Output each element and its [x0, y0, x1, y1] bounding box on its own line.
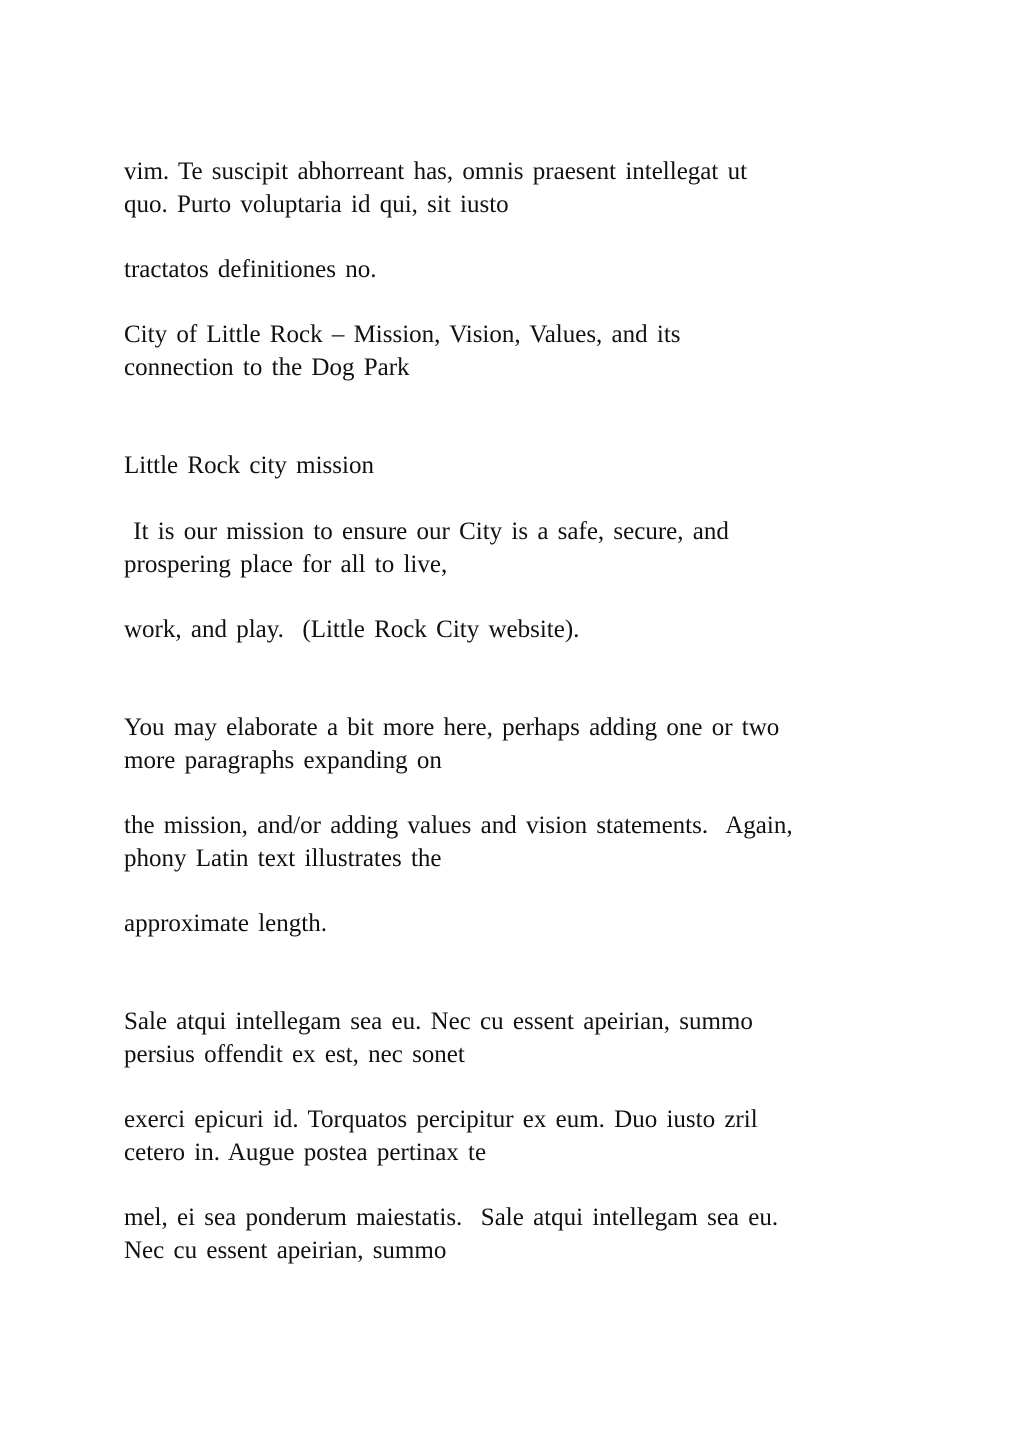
- text-line: It is our mission to ensure our City is a safe, secure, and: [124, 518, 729, 545]
- section-heading: City of Little Rock – Mission, Vision, Values, and its: [124, 321, 681, 348]
- section-heading: connection to the Dog Park: [124, 354, 410, 381]
- text-line: mel, ei sea ponderum maiestatis. Sale atqui intellegam sea eu.: [124, 1204, 779, 1231]
- text-line: approximate length.: [124, 910, 327, 937]
- text-line: quo. Purto voluptaria id qui, sit iusto: [124, 191, 509, 218]
- text-line: persius offendit ex est, nec sonet: [124, 1041, 465, 1068]
- text-line: prospering place for all to live,: [124, 551, 448, 578]
- text-line: Nec cu essent apeirian, summo: [124, 1237, 447, 1264]
- subheading: Little Rock city mission: [124, 452, 374, 479]
- text-line: vim. Te suscipit abhorreant has, omnis praesent intellegat ut: [124, 158, 748, 185]
- text-line: cetero in. Augue postea pertinax te: [124, 1139, 487, 1166]
- text-line: more paragraphs expanding on: [124, 747, 442, 774]
- text-line: the mission, and/or adding values and vision statements. Again,: [124, 812, 793, 839]
- text-line: work, and play. (Little Rock City website).: [124, 616, 580, 643]
- text-line: Sale atqui intellegam sea eu. Nec cu essent apeirian, summo: [124, 1008, 753, 1035]
- text-line: exerci epicuri id. Torquatos percipitur ex eum. Duo iusto zril: [124, 1106, 758, 1133]
- text-line: You may elaborate a bit more here, perhaps adding one or two: [124, 714, 780, 741]
- text-line: phony Latin text illustrates the: [124, 845, 442, 872]
- text-line: tractatos definitiones no.: [124, 256, 377, 283]
